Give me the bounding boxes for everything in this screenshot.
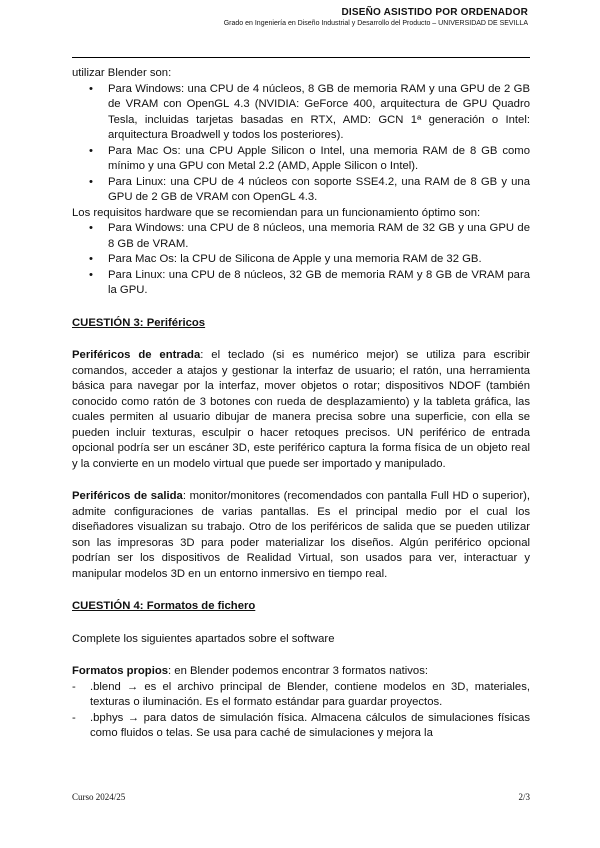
document-subtitle: Grado en Ingeniería en Diseño Industrial y Desarrollo del Producto – UNIVERSIDAD DE SEVILLA xyxy=(223,20,528,27)
list-item: • Para Linux: una CPU de 4 núcleos con soporte SSE4.2, una RAM de 8 GB y una GPU de 2 GB de VRAM con OpenGL 4.3. xyxy=(89,175,530,203)
list-item: • Para Mac Os: una CPU Apple Silicon o Intel, una memoria RAM de 8 GB como mínimo y una GPU con Metal 2.2 (AMD, Apple Silicon o Intel). xyxy=(89,144,530,172)
output-peripherals-label: Periféricos de salida xyxy=(72,490,183,502)
dash-marker: - xyxy=(72,711,76,724)
input-peripherals-label: Periféricos de entrada xyxy=(72,349,201,361)
page-number: 2/3 xyxy=(518,792,530,802)
list-item: - .bphys → para datos de simulación física. Almacena cálculos de simulaciones físicas como fluidos o telas. Se usa para caché de simulaciones y mejora la xyxy=(72,711,530,739)
output-peripherals-paragraph: Periféricos de salida: monitor/monitores (recomendados con pantalla Full HD o superior), admite configuraciones de varias pantallas. Es el principal medio por el cual los diseñadores visualizan su trabajo. Otro de los periféricos de salida que se pueden utilizar son las impresoras 3D para poder materializar los diseños. Algún periférico opcional podrían ser los dispositivos de Realidad Virtual, son usados para ver, interactuar y manipular modelos 3D en un entorno inmersivo en tiempo real. xyxy=(72,490,531,580)
dash-marker: - xyxy=(72,680,76,693)
recommended-intro: Los requisitos hardware que se recomiendan para un funcionamiento óptimo son: xyxy=(72,206,481,219)
bullet-icon: • xyxy=(89,268,93,281)
formats-list xyxy=(72,680,530,742)
course-label: Curso 2024/25 xyxy=(72,792,126,802)
min-requirements-list xyxy=(72,82,530,206)
bullet-icon: • xyxy=(89,144,93,157)
list-item: • Para Mac Os: la CPU de Silicona de Apple y una memoria RAM de 32 GB. xyxy=(72,252,530,268)
page-footer xyxy=(72,792,530,802)
bullet-icon: • xyxy=(89,175,93,188)
document-title: DISEÑO ASISTIDO POR ORDENADOR xyxy=(341,7,528,18)
list-item: • Para Linux: una CPU de 8 núcleos, 32 GB de memoria RAM y 8 GB de VRAM para la GPU. xyxy=(89,268,530,296)
page-header xyxy=(68,6,528,28)
page-content xyxy=(72,66,530,742)
recommended-list xyxy=(72,221,530,299)
section-heading-q3: CUESTIÓN 3: Periféricos xyxy=(72,316,206,329)
input-peripherals-paragraph: Periféricos de entrada: el teclado (si es numérico mejor) se utiliza para escribir comandos, acceder a atajos y gestionar la interfaz de usuario; el ratón, una herramienta básica para navegar por la interfaz, mover objetos o rotar; dispositivos NDOF (también conocido como ratón de 3 botones con rueda de desplazamiento) y la tableta gráfica, las cuales permiten al usuario dibujar de manera precisa sobre una superficie, con ella se pueden incluir texturas, esculpir o hacer retoques precisos. UN periférico de entrada opcional podría ser un escáner 3D, este periférico captura la forma física de un objeto real y la convierte en un modelo virtual que puede ser importado y manipulado. xyxy=(72,349,530,470)
bullet-icon: • xyxy=(89,253,93,265)
bullet-icon: • xyxy=(89,82,93,95)
section-heading-q4: CUESTIÓN 4: Formatos de fichero xyxy=(72,600,256,612)
list-item: • Para Windows: una CPU de 8 núcleos, una memoria RAM de 32 GB y una GPU de 8 GB de VRAM. xyxy=(89,222,530,250)
formats-label: Formatos propios xyxy=(72,665,169,677)
q4-intro: Complete los siguientes apartados sobre el software xyxy=(72,632,335,645)
bullet-icon: • xyxy=(89,222,93,234)
list-item: • Para Windows: una CPU de 4 núcleos, 8 GB de memoria RAM y una GPU de 2 GB de VRAM con OpenGL 4.3 (NVIDIA: GeForce 400, arquitectura de GPU Quadro Tesla, incluidas tarjetas basadas en RTX, AMD: GCN 1ª generación o Intel: arquitectura Broadwell y todos los posteriores). xyxy=(89,82,530,141)
intro-line: utilizar Blender son: xyxy=(72,67,172,79)
list-item: - .blend → es el archivo principal de Blender, contiene modelos en 3D, materiales, texturas o iluminación. Es el formato estándar para guardar proyectos. xyxy=(72,680,530,708)
header-rule xyxy=(72,57,530,58)
formats-paragraph: Formatos propios: en Blender podemos encontrar 3 formatos nativos: xyxy=(72,665,429,677)
